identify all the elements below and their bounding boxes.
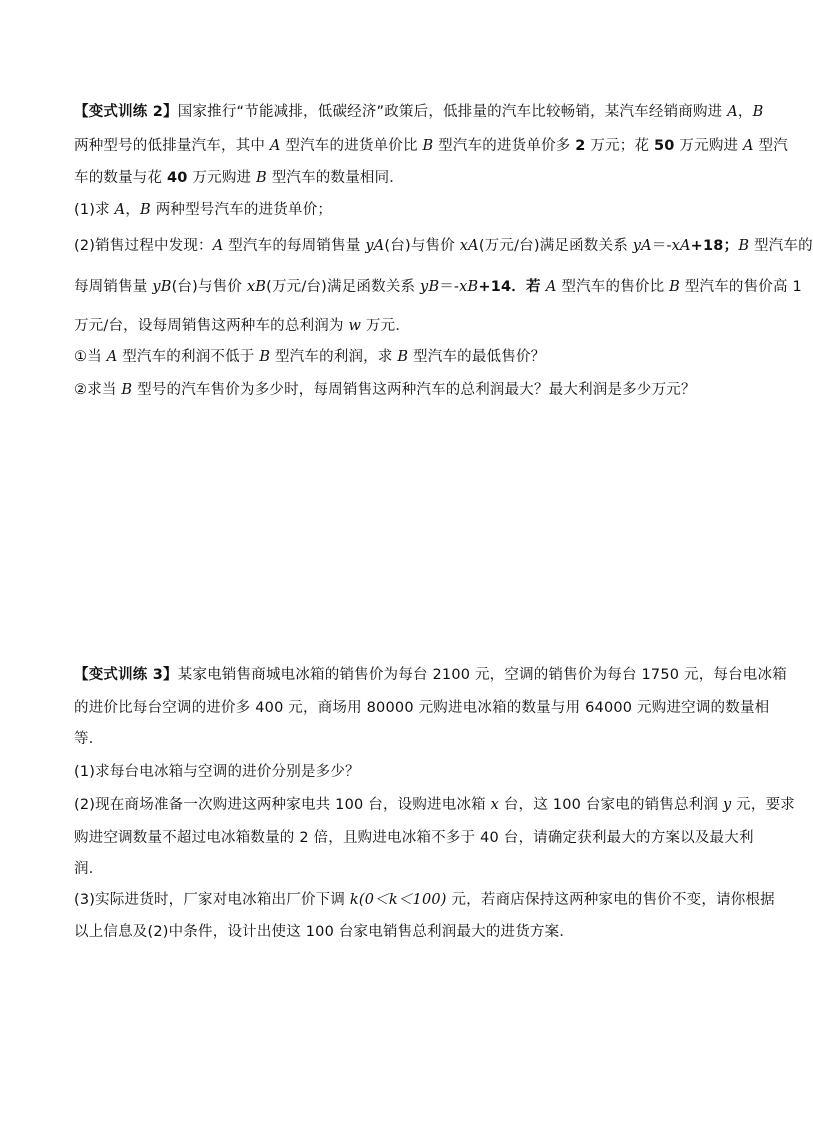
p3-question-3-line-1: (3)实际进货时，厂家对电冰箱出厂价下调 k(0＜k＜100) 元，若商店保持这两种家电的售价不变，请你根据	[74, 892, 775, 908]
p3-line-2: 的进价比每台空调的进价多 400 元，商场用 80000 元购进电冰箱的数量与用 64000 元购进空调的数量相	[74, 700, 770, 716]
p3-question-2-line-3: 润．	[74, 861, 104, 877]
p3-question-3-line-2: 以上信息及(2)中条件，设计出使这 100 台家电销售总利润最大的进货方案．	[74, 924, 575, 940]
p2-question-2-line-2: 每周销售量 yB(台)与售价 xB(万元/台)满足函数关系 yB＝-xB+14．若 A 型汽车的售价比 B 型汽车的售价高 1	[74, 279, 802, 295]
problem-2-tag: 【变式训练 2】	[74, 104, 178, 120]
p2-subquestion-b: ②求当 B 型号的汽车售价为多少时，每周销售这两种汽车的总利润最大？最大利润是多少万元？	[74, 382, 696, 398]
p2-subquestion-a: ①当 A 型汽车的利润不低于 B 型汽车的利润，求 B 型汽车的最低售价？	[74, 349, 546, 365]
p3-line-1: 【变式训练 3】某家电销售商城电冰箱的销售价为每台 2100 元，空调的销售价为每台 1750 元，每台电冰箱	[74, 667, 787, 683]
p3-question-2-line-1: (2)现在商场准备一次购进这两种家电共 100 台，设购进电冰箱 x 台，这 100 台家电的销售总利润 y 元，要求	[74, 797, 795, 813]
p2-question-2-line-1: (2)销售过程中发现：A 型汽车的每周销售量 yA(台)与售价 xA(万元/台)满足函数关系 yA＝-xA+18；B 型汽车的	[74, 238, 813, 254]
p2-question-1: (1)求 A，B 两种型号汽车的进货单价；	[74, 202, 333, 218]
p2-line-1: 【变式训练 2】国家推行“节能减排，低碳经济”政策后，低排量的汽车比较畅销，某汽车经销商购进 A，B	[74, 104, 764, 120]
problem-3-tag: 【变式训练 3】	[74, 667, 178, 683]
p2-question-2-line-3: 万元/台，设每周销售这两种车的总利润为 w 万元．	[74, 318, 411, 334]
p2-line-3: 车的数量与花 40 万元购进 B 型汽车的数量相同．	[74, 170, 404, 186]
p3-question-2-line-2: 购进空调数量不超过电冰箱数量的 2 倍，且购进电冰箱不多于 40 台，请确定获利最大的方案以及最大利	[74, 830, 754, 846]
p3-question-1: (1)求每台电冰箱与空调的进价分别是多少？	[74, 764, 360, 780]
p3-line-3: 等．	[74, 731, 104, 747]
p2-line-2: 两种型号的低排量汽车，其中 A 型汽车的进货单价比 B 型汽车的进货单价多 2 万元；花 50 万元购进 A 型汽	[74, 138, 788, 154]
